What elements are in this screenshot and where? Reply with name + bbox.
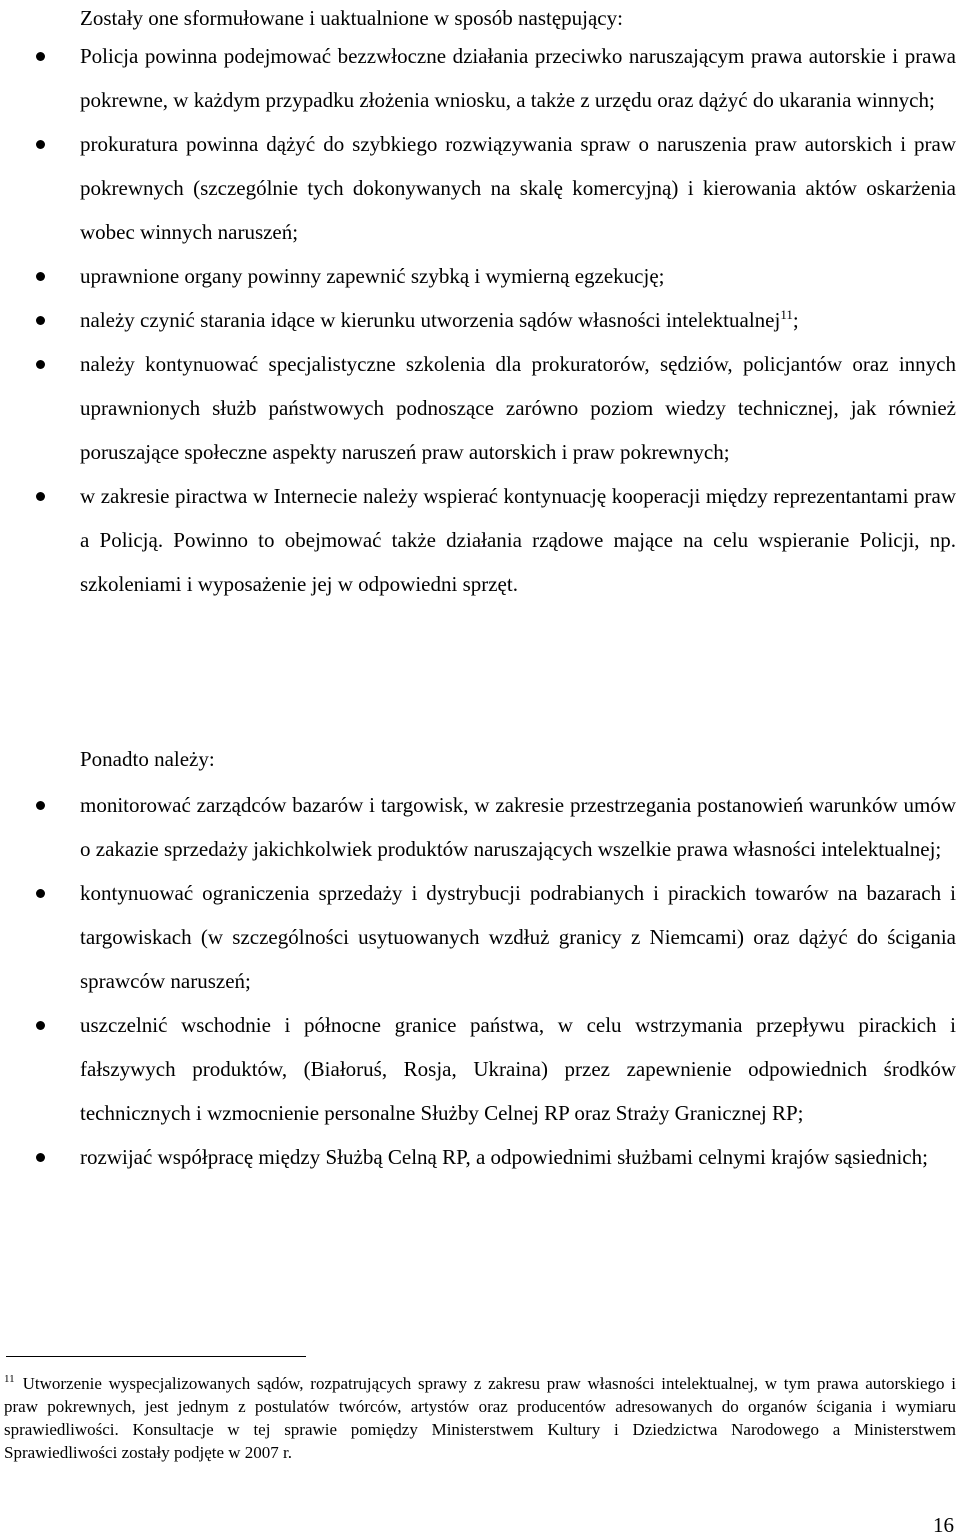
bullet-icon [36, 316, 45, 325]
bullet-icon [36, 360, 45, 369]
list-item [0, 783, 956, 871]
intro-paragraph-secondary: Ponadto należy: [80, 747, 215, 771]
list-item [0, 474, 956, 606]
list-item-text: uszczelnić wschodnie i północne granice państwa, w celu wstrzymania przepływu pirackich i fałszywych produktów, (Białoruś, Rosja, Ukraina) przez zapewnienie odpowiednich środków technicznych i wzmocnienie personalne Służby Celnej RP oraz Straży Granicznej RP; [80, 1013, 956, 1125]
list-item-text: Policja powinna podejmować bezzwłoczne działania przeciwko naruszającym prawa autorskie i prawa pokrewne, w każdym przypadku złożenia wniosku, a także z urzędu oraz dążyć do ukarania winnych; [80, 44, 956, 112]
list-item-text: rozwijać współpracę między Służbą Celną RP, a odpowiednimi służbami celnymi krajów sąsiednich; [80, 1145, 928, 1169]
footnote-reference[interactable]: 11 [780, 307, 793, 322]
bullet-icon [36, 140, 45, 149]
footnote-marker: 11 [4, 1373, 15, 1386]
list-item [0, 122, 956, 254]
list-item-text: kontynuować ograniczenia sprzedaży i dystrybucji podrabianych i pirackich towarów na bazarach i targowiskach (w szczególności usytuowanych wzdłuż granicy z Niemcami) oraz dążyć do ścigania sprawców naruszeń; [80, 881, 956, 993]
bullet-icon [36, 1021, 45, 1030]
bullet-icon [36, 52, 45, 61]
bullet-icon [36, 1153, 45, 1162]
list-item [0, 298, 956, 342]
list-item-text: należy kontynuować specjalistyczne szkolenia dla prokuratorów, sędziów, policjantów oraz innych uprawnionych służb państwowych podnoszące zarówno poziom wiedzy technicznej, jak również poruszające społeczne aspekty naruszeń praw autorskich i praw pokrewnych; [80, 352, 956, 464]
list-item-text: w zakresie piractwa w Internecie należy wspierać kontynuację kooperacji między reprezentantami praw a Policją. Powinno to obejmować także działania rządowe mające na celu wspieranie Policji, np. szkoleniami i wyposażenie jej w odpowiedni sprzęt. [80, 484, 956, 596]
list-item [0, 34, 956, 122]
footnote-text: Utworzenie wyspecjalizowanych sądów, rozpatrujących sprawy z zakresu praw własności intelektualnej, w tym prawa autorskiego i praw pokrewnych, jest jednym z postulatów twórców, artystów oraz producentów adresowanych do organów ścigania i wymiaru sprawiedliwości. Konsultacje w tej sprawie pomiędzy Ministerstwem Kultury i Dziedzictwa Narodowego a Ministerstwem Sprawiedliwości zostały podjęte w 2007 r. [4, 1374, 956, 1462]
page-number: 16 [933, 1513, 954, 1537]
list-item [0, 1135, 956, 1179]
footnote-separator [6, 1356, 306, 1357]
intro-paragraph: Zostały one sformułowane i uaktualnione w sposób następujący: [80, 6, 623, 30]
list-item [0, 342, 956, 474]
list-item [0, 1003, 956, 1135]
list-item [0, 871, 956, 1003]
bullet-icon [36, 492, 45, 501]
bullet-icon [36, 801, 45, 810]
list-item-text: prokuratura powinna dążyć do szybkiego rozwiązywania spraw o naruszenia praw autorskich i praw pokrewnych (szczególnie tych dokonywanych na skalę komercyjną) i kierowania aktów oskarżenia wobec winnych naruszeń; [80, 132, 956, 244]
recommendations-list [0, 34, 956, 606]
list-item [0, 254, 956, 298]
additional-recommendations-list [0, 783, 956, 1179]
bullet-icon [36, 272, 45, 281]
list-item-text: uprawnione organy powinny zapewnić szybką i wymierną egzekucję; [80, 264, 665, 288]
list-item-text: monitorować zarządców bazarów i targowisk, w zakresie przestrzegania postanowień warunków umów o zakazie sprzedaży jakichkolwiek produktów naruszających wszelkie prawa własności intelektualnej; [80, 793, 956, 861]
bullet-icon [36, 889, 45, 898]
list-item-text: należy czynić starania idące w kierunku utworzenia sądów własności intelektualnej [80, 308, 781, 332]
footnote [4, 1372, 956, 1464]
list-item-text-tail: ; [792, 308, 799, 332]
